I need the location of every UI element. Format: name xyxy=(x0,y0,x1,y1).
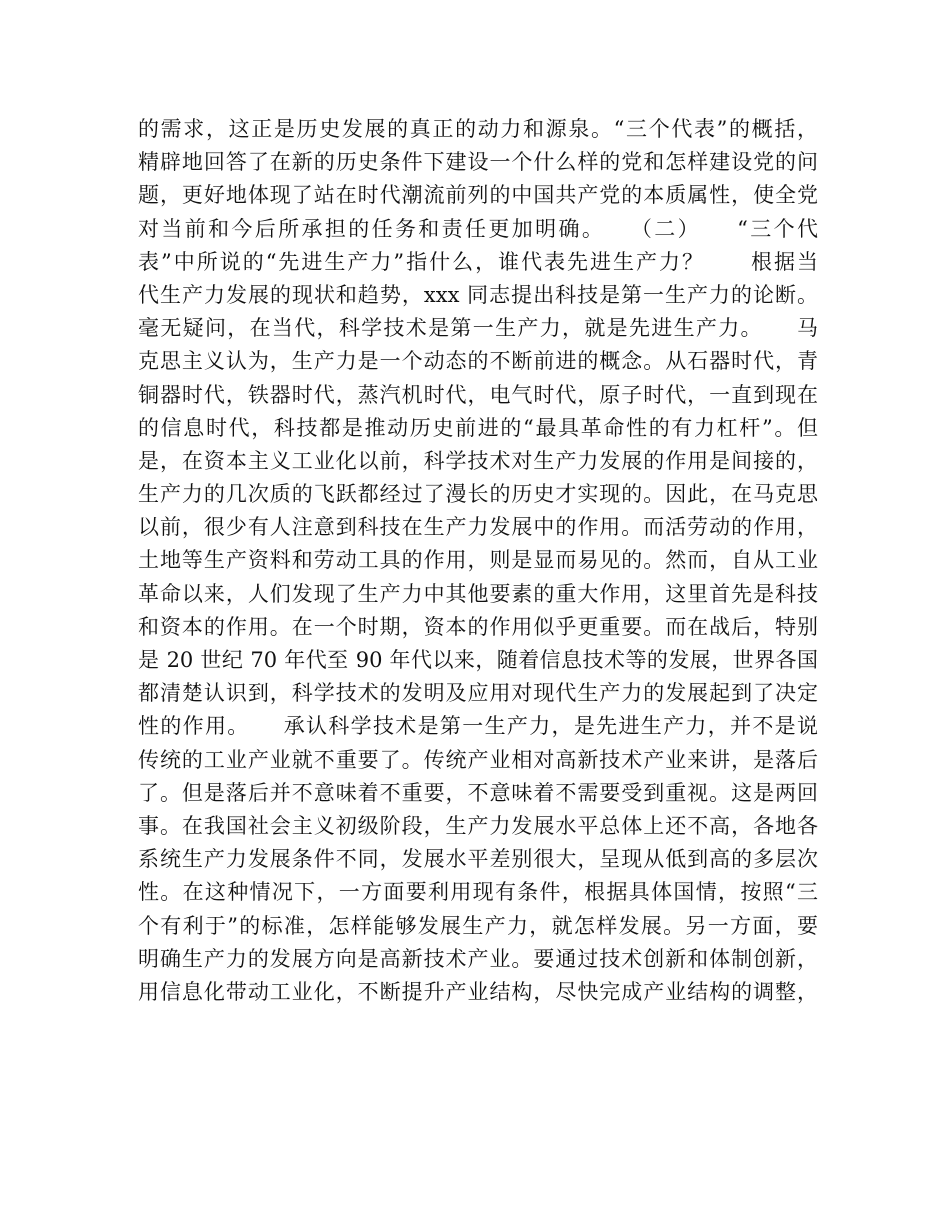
text-line: 代生产力发展的现状和趋势，xxx 同志提出科技是第一生产力的论断。 xyxy=(138,282,818,307)
text-line: 的信息时代，科技都是推动历史前进的“最具革命性的有力杠杆”。但 xyxy=(138,415,818,440)
text-line: 传统的工业产业就不重要了。传统产业相对高新技术产业来讲，是落后 xyxy=(138,747,818,772)
text-line: 精辟地回答了在新的历史条件下建设一个什么样的党和怎样建设党的问 xyxy=(138,150,818,175)
text-line: 铜器时代，铁器时代，蒸汽机时代，电气时代，原子时代，一直到现在 xyxy=(138,382,818,407)
text-line: 表”中所说的“先进生产力”指什么，谁代表先进生产力？ 根据当 xyxy=(138,249,818,274)
text-line: 了。但是落后并不意味着不重要，不意味着不需要受到重视。这是两回 xyxy=(138,780,818,805)
text-line: 以前，很少有人注意到科技在生产力发展中的作用。而活劳动的作用， xyxy=(138,515,818,540)
body-text xyxy=(138,113,818,1009)
text-line: 毫无疑问，在当代，科学技术是第一生产力，就是先进生产力。 马 xyxy=(138,316,818,341)
text-line: 题，更好地体现了站在时代潮流前列的中国共产党的本质属性，使全党 xyxy=(138,183,818,208)
text-line: 的需求，这正是历史发展的真正的动力和源泉。“三个代表”的概括， xyxy=(138,117,818,141)
text-line: 克思主义认为，生产力是一个动态的不断前进的概念。从石器时代，青 xyxy=(138,349,818,374)
text-line: 和资本的作用。在一个时期，资本的作用似乎更重要。而在战后，特别 xyxy=(138,614,818,639)
text-line: 土地等生产资料和劳动工具的作用，则是显而易见的。然而，自从工业 xyxy=(138,548,818,573)
text-line: 性的作用。 承认科学技术是第一生产力，是先进生产力，并不是说 xyxy=(138,714,818,739)
text-line: 革命以来，人们发现了生产力中其他要素的重大作用，这里首先是科技 xyxy=(138,581,818,606)
text-line: 是 20 世纪 70 年代至 90 年代以来，随着信息技术等的发展，世界各国 xyxy=(138,648,818,672)
text-line: 系统生产力发展条件不同，发展水平差别很大，呈现从低到高的多层次 xyxy=(138,847,818,872)
text-line: 事。在我国社会主义初级阶段，生产力发展水平总体上还不高，各地各 xyxy=(138,813,818,838)
text-line: 用信息化带动工业化，不断提升产业结构，尽快完成产业结构的调整， xyxy=(138,979,818,1004)
text-line: 是，在资本主义工业化以前，科学技术对生产力发展的作用是间接的， xyxy=(138,448,818,473)
text-line: 对当前和今后所承担的任务和责任更加明确。 （二） “三个代 xyxy=(138,216,818,241)
text-line: 性。在这种情况下，一方面要利用现有条件，根据具体国情，按照“三 xyxy=(138,880,818,905)
text-line: 生产力的几次质的飞跃都经过了漫长的历史才实现的。因此，在马克思 xyxy=(138,482,818,507)
text-line: 个有利于”的标准，怎样能够发展生产力，就怎样发展。另一方面，要 xyxy=(138,913,818,938)
text-line: 明确生产力的发展方向是高新技术产业。要通过技术创新和体制创新， xyxy=(138,946,818,971)
text-line: 都清楚认识到，科学技术的发明及应用对现代生产力的发展起到了决定 xyxy=(138,681,818,706)
